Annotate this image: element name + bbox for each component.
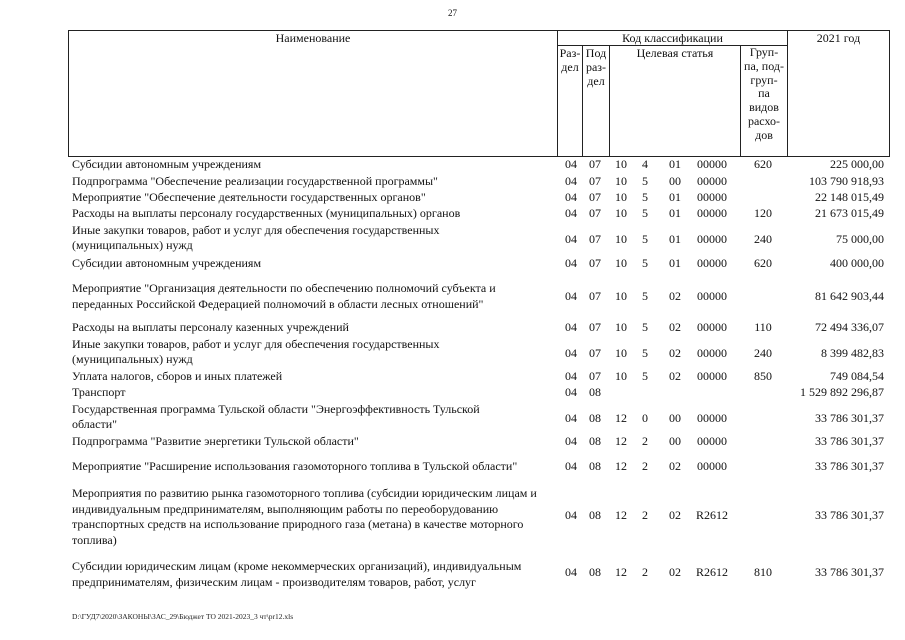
row-cs-measure: 02	[669, 508, 681, 522]
row-sum: 21 673 015,49	[815, 206, 884, 220]
row-cs-program: 10	[615, 289, 627, 303]
row-cs-measure: 01	[669, 232, 681, 246]
row-podrazdel: 07	[589, 289, 601, 303]
row-cs-subprogram: 5	[642, 174, 648, 188]
row-razdel: 04	[565, 508, 577, 522]
row-cs-subprogram: 2	[642, 565, 648, 579]
row-gruppa: 240	[754, 232, 772, 246]
row-cs-measure: 01	[669, 157, 681, 171]
row-razdel: 04	[565, 434, 577, 448]
row-podrazdel: 07	[589, 369, 601, 383]
row-podrazdel: 08	[589, 434, 601, 448]
header-naimenovanie: Наименование	[275, 31, 351, 45]
row-cs-measure: 00	[669, 411, 681, 425]
row-podrazdel: 08	[589, 508, 601, 522]
row-podrazdel: 08	[589, 385, 601, 399]
row-razdel: 04	[565, 385, 577, 399]
row-cs-measure: 01	[669, 256, 681, 270]
row-podrazdel: 07	[589, 206, 601, 220]
row-cs-subprogram: 2	[642, 459, 648, 473]
row-cs-direction: 00000	[697, 232, 727, 246]
header-celevaya: Целевая статья	[636, 46, 714, 60]
row-sum: 75 000,00	[836, 232, 884, 246]
row-podrazdel: 07	[589, 256, 601, 270]
row-name: Уплата налогов, сборов и иных платежей	[72, 369, 283, 383]
row-sum: 72 494 336,07	[815, 320, 884, 334]
row-cs-program: 10	[615, 157, 627, 171]
header-podrazdel: Под раз- дел	[585, 46, 607, 88]
row-name: Иные закупки товаров, работ и услуг для обеспечения государственных (муниципальных) нужд	[72, 223, 440, 252]
row-razdel: 04	[565, 190, 577, 204]
row-name: Расходы на выплаты персоналу государственных (муниципальных) органов	[72, 206, 461, 220]
row-cs-program: 10	[615, 346, 627, 360]
row-cs-direction: 00000	[697, 346, 727, 360]
row-gruppa: 240	[754, 346, 772, 360]
row-razdel: 04	[565, 232, 577, 246]
row-sum: 400 000,00	[830, 256, 884, 270]
row-cs-program: 10	[615, 190, 627, 204]
row-name: Подпрограмма "Развитие энергетики Тульской области"	[72, 434, 359, 448]
row-cs-subprogram: 5	[642, 289, 648, 303]
row-cs-subprogram: 5	[642, 190, 648, 204]
row-name: Мероприятия по развитию рынка газомоторного топлива (субсидии юридическим лицам и индивидуальным предпринимателям, выполняющим работы по переоборудованию транспортных средств на использование природного газа (метана) в качестве моторного топлива)	[72, 486, 537, 547]
row-cs-measure: 02	[669, 346, 681, 360]
row-name: Мероприятие "Организация деятельности по обеспечению полномочий субъекта и переданных Российской Федерацией полномочий в области лесных отношений"	[72, 281, 496, 311]
row-cs-subprogram: 5	[642, 232, 648, 246]
row-podrazdel: 07	[589, 346, 601, 360]
row-cs-direction: 00000	[697, 369, 727, 383]
row-cs-program: 10	[615, 320, 627, 334]
row-sum: 33 786 301,37	[815, 411, 884, 425]
row-gruppa: 850	[754, 369, 772, 383]
row-cs-direction: 00000	[697, 157, 727, 171]
row-cs-subprogram: 5	[642, 346, 648, 360]
row-cs-measure: 01	[669, 206, 681, 220]
row-cs-subprogram: 2	[642, 508, 648, 522]
row-gruppa: 120	[754, 206, 772, 220]
row-cs-measure: 00	[669, 174, 681, 188]
row-sum: 22 148 015,49	[815, 190, 884, 204]
row-cs-direction: 00000	[697, 206, 727, 220]
row-cs-program: 10	[615, 174, 627, 188]
row-cs-program: 12	[615, 565, 627, 579]
row-name: Иные закупки товаров, работ и услуг для обеспечения государственных (муниципальных) нужд	[72, 337, 440, 366]
row-sum: 225 000,00	[830, 157, 884, 171]
row-cs-program: 10	[615, 369, 627, 383]
row-cs-direction: 00000	[697, 190, 727, 204]
row-cs-subprogram: 5	[642, 256, 648, 270]
row-sum: 33 786 301,37	[815, 565, 884, 579]
row-cs-direction: 00000	[697, 434, 727, 448]
row-name: Мероприятие "Обеспечение деятельности государственных органов"	[72, 190, 426, 204]
header-gruppa: Груп- па, под- груп- па видов расхо- дов	[744, 45, 784, 142]
row-podrazdel: 07	[589, 174, 601, 188]
row-cs-subprogram: 5	[642, 369, 648, 383]
row-razdel: 04	[565, 289, 577, 303]
row-podrazdel: 07	[589, 157, 601, 171]
page-number: 27	[448, 8, 457, 18]
row-name: Подпрограмма "Обеспечение реализации государственной программы"	[72, 174, 438, 188]
file-path-footer: D:\ГУД7\2020\ЗАКОНЫ\ЗАС_29\Бюджет ТО 2021-2023_3 чт\pr12.xls	[72, 612, 294, 621]
row-razdel: 04	[565, 346, 577, 360]
row-sum: 33 786 301,37	[815, 459, 884, 473]
row-cs-measure: 01	[669, 190, 681, 204]
row-podrazdel: 08	[589, 411, 601, 425]
row-cs-program: 12	[615, 459, 627, 473]
row-razdel: 04	[565, 369, 577, 383]
row-cs-direction: 00000	[697, 411, 727, 425]
header-kod: Код классификации	[622, 31, 723, 45]
row-name: Государственная программа Тульской области "Энергоэффективность Тульской области"	[72, 402, 480, 431]
row-podrazdel: 08	[589, 459, 601, 473]
row-name: Транспорт	[72, 385, 126, 399]
row-sum: 749 084,54	[830, 369, 884, 383]
row-cs-direction: 00000	[697, 320, 727, 334]
row-cs-measure: 02	[669, 369, 681, 383]
row-razdel: 04	[565, 157, 577, 171]
row-sum: 103 790 918,93	[809, 174, 884, 188]
row-sum: 33 786 301,37	[815, 508, 884, 522]
row-cs-subprogram: 4	[642, 157, 648, 171]
row-cs-direction: 00000	[697, 256, 727, 270]
row-sum: 1 529 892 296,87	[800, 385, 884, 399]
row-cs-measure: 02	[669, 289, 681, 303]
row-sum: 33 786 301,37	[815, 434, 884, 448]
row-name: Мероприятие "Расширение использования газомоторного топлива в Тульской области"	[72, 459, 518, 473]
row-name: Субсидии автономным учреждениям	[72, 256, 262, 270]
row-cs-measure: 02	[669, 320, 681, 334]
row-cs-program: 10	[615, 232, 627, 246]
row-podrazdel: 07	[589, 190, 601, 204]
row-sum: 8 399 482,83	[821, 346, 884, 360]
row-razdel: 04	[565, 174, 577, 188]
row-name: Расходы на выплаты персоналу казенных учреждений	[72, 320, 349, 334]
row-name: Субсидии юридическим лицам (кроме некоммерческих организаций), индивидуальным предпринимателям, физическим лицам - производителям товаров, работ, услуг	[72, 559, 522, 589]
row-gruppa: 620	[754, 256, 772, 270]
row-cs-direction: R2612	[695, 565, 728, 579]
row-cs-measure: 02	[669, 565, 681, 579]
row-razdel: 04	[565, 320, 577, 334]
row-podrazdel: 08	[589, 565, 601, 579]
header-year: 2021 год	[816, 31, 861, 45]
row-razdel: 04	[565, 206, 577, 220]
row-name: Субсидии автономным учреждениям	[72, 157, 262, 171]
row-razdel: 04	[565, 565, 577, 579]
row-razdel: 04	[565, 256, 577, 270]
row-razdel: 04	[565, 411, 577, 425]
row-cs-subprogram: 5	[642, 206, 648, 220]
row-cs-direction: 00000	[697, 289, 727, 303]
row-cs-subprogram: 2	[642, 434, 648, 448]
row-cs-program: 12	[615, 508, 627, 522]
row-razdel: 04	[565, 459, 577, 473]
row-cs-direction: R2612	[695, 508, 728, 522]
row-podrazdel: 07	[589, 232, 601, 246]
row-gruppa: 810	[754, 565, 772, 579]
row-cs-measure: 02	[669, 459, 681, 473]
row-cs-program: 12	[615, 411, 627, 425]
row-cs-program: 12	[615, 434, 627, 448]
row-sum: 81 642 903,44	[815, 289, 884, 303]
row-cs-direction: 00000	[697, 174, 727, 188]
row-gruppa: 620	[754, 157, 772, 171]
row-cs-direction: 00000	[697, 459, 727, 473]
row-podrazdel: 07	[589, 320, 601, 334]
row-cs-subprogram: 5	[642, 320, 648, 334]
row-cs-program: 10	[615, 256, 627, 270]
row-cs-program: 10	[615, 206, 627, 220]
row-cs-subprogram: 0	[642, 411, 648, 425]
row-gruppa: 110	[754, 320, 772, 334]
row-cs-measure: 00	[669, 434, 681, 448]
header-razdel: Раз- дел	[559, 46, 581, 74]
